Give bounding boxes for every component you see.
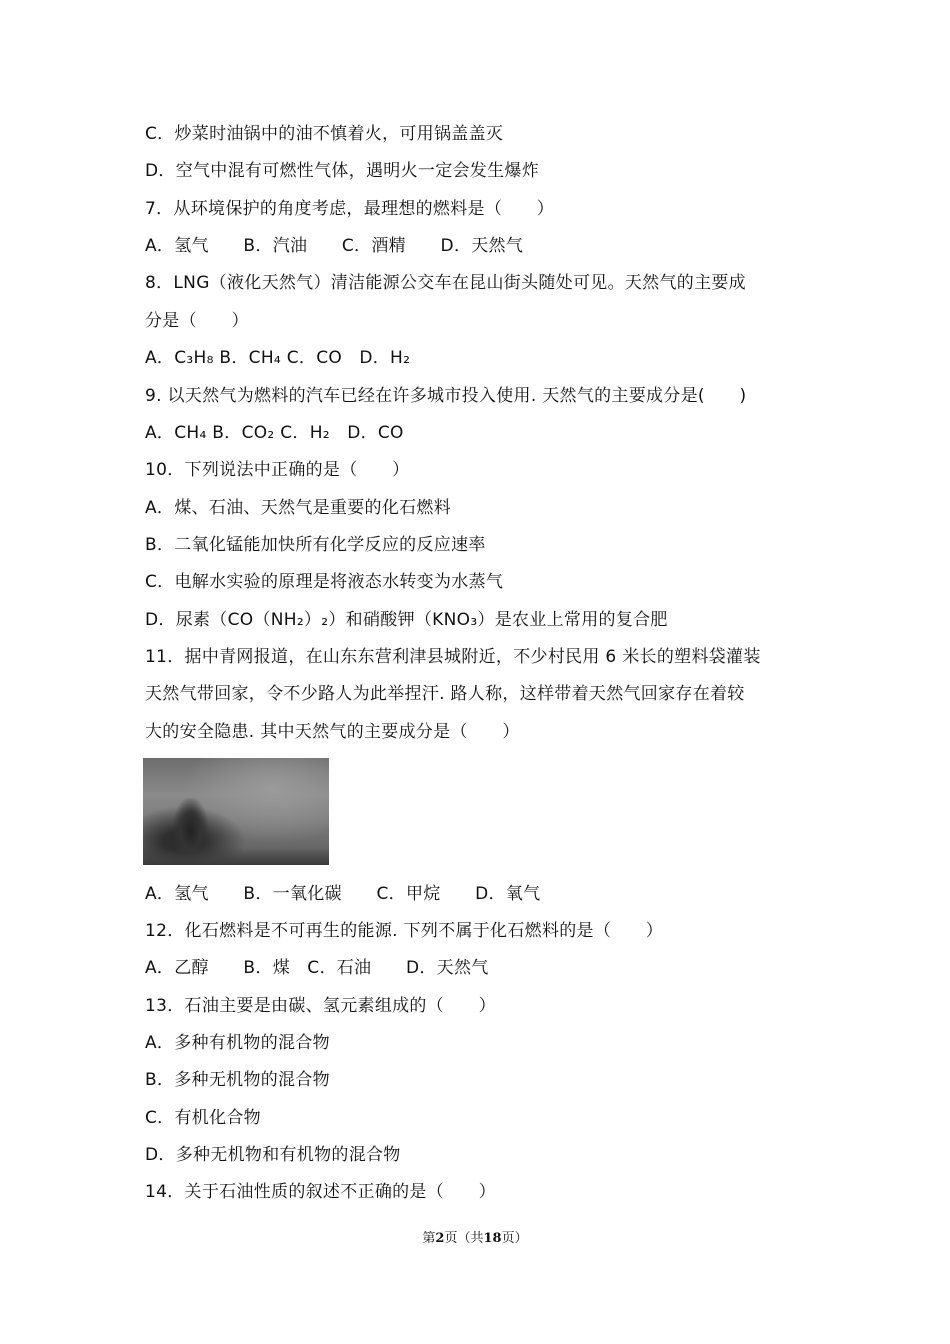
option-6d: D．空气中混有可燃性气体，遇明火一定会发生爆炸: [145, 161, 539, 181]
footer-total-pages: 18: [483, 1231, 502, 1246]
question-7: 7．从环境保护的角度考虑，最理想的燃料是（ ）: [145, 199, 555, 219]
options-8: A．C₃H₈ B．CH₄ C．CO D．H₂: [145, 348, 411, 368]
question-11-line1: 11．据中青网报道，在山东东营利津县城附近，不少村民用 6 米长的塑料袋灌装: [145, 647, 761, 667]
options-12: A．乙醇 B．煤 C．石油 D．天然气: [145, 958, 489, 978]
option-10d: D．尿素（CO（NH₂）₂）和硝酸钾（KNO₃）是农业上常用的复合肥: [145, 610, 668, 630]
question-8-line1: 8．LNG（液化天然气）清洁能源公交车在昆山街头随处可见。天然气的主要成: [145, 273, 746, 293]
option-10a: A．煤、石油、天然气是重要的化石燃料: [145, 498, 452, 518]
question-11-line3: 大的安全隐患. 其中天然气的主要成分是（ ）: [145, 722, 520, 742]
options-11: A．氢气 B．一氧化碳 C．甲烷 D．氧气: [145, 884, 541, 904]
question-9: 9. 以天然气为燃料的汽车已经在许多城市投入使用. 天然气的主要成分是( ): [145, 386, 747, 406]
question-11-photo: [143, 758, 329, 865]
footer-prefix: 第: [422, 1231, 436, 1246]
option-13c: C．有机化合物: [145, 1108, 261, 1128]
options-7: A．氢气 B．汽油 C．酒精 D．天然气: [145, 236, 524, 256]
footer-suffix: 页）: [501, 1231, 528, 1246]
option-6c: C．炒菜时油锅中的油不慎着火，可用锅盖盖灭: [145, 124, 504, 144]
question-11-line2: 天然气带回家，令不少路人为此举捏汗. 路人称，这样带着天然气回家存在着较: [145, 684, 745, 704]
photo-tree-shape: [173, 798, 208, 853]
photo-ground-shape: [143, 847, 329, 865]
question-12: 12．化石燃料是不可再生的能源. 下列不属于化石燃料的是（ ）: [145, 921, 664, 941]
options-9: A．CH₄ B．CO₂ C．H₂ D．CO: [145, 423, 404, 443]
footer-mid: 页（共: [444, 1231, 484, 1246]
option-13d: D．多种无机物和有机物的混合物: [145, 1145, 401, 1165]
page-footer: [0, 1227, 950, 1246]
option-10b: B．二氧化锰能加快所有化学反应的反应速率: [145, 535, 486, 555]
option-13b: B．多种无机物的混合物: [145, 1070, 330, 1090]
question-13: 13．石油主要是由碳、氢元素组成的（ ）: [145, 996, 496, 1016]
footer-page-number: 2: [435, 1231, 445, 1246]
option-13a: A．多种有机物的混合物: [145, 1033, 330, 1053]
question-14: 14．关于石油性质的叙述不正确的是（ ）: [145, 1182, 496, 1202]
question-8-line2: 分是（ ）: [145, 311, 249, 331]
option-10c: C．电解水实验的原理是将液态水转变为水蒸气: [145, 572, 504, 592]
question-10: 10．下列说法中正确的是（ ）: [145, 460, 410, 480]
